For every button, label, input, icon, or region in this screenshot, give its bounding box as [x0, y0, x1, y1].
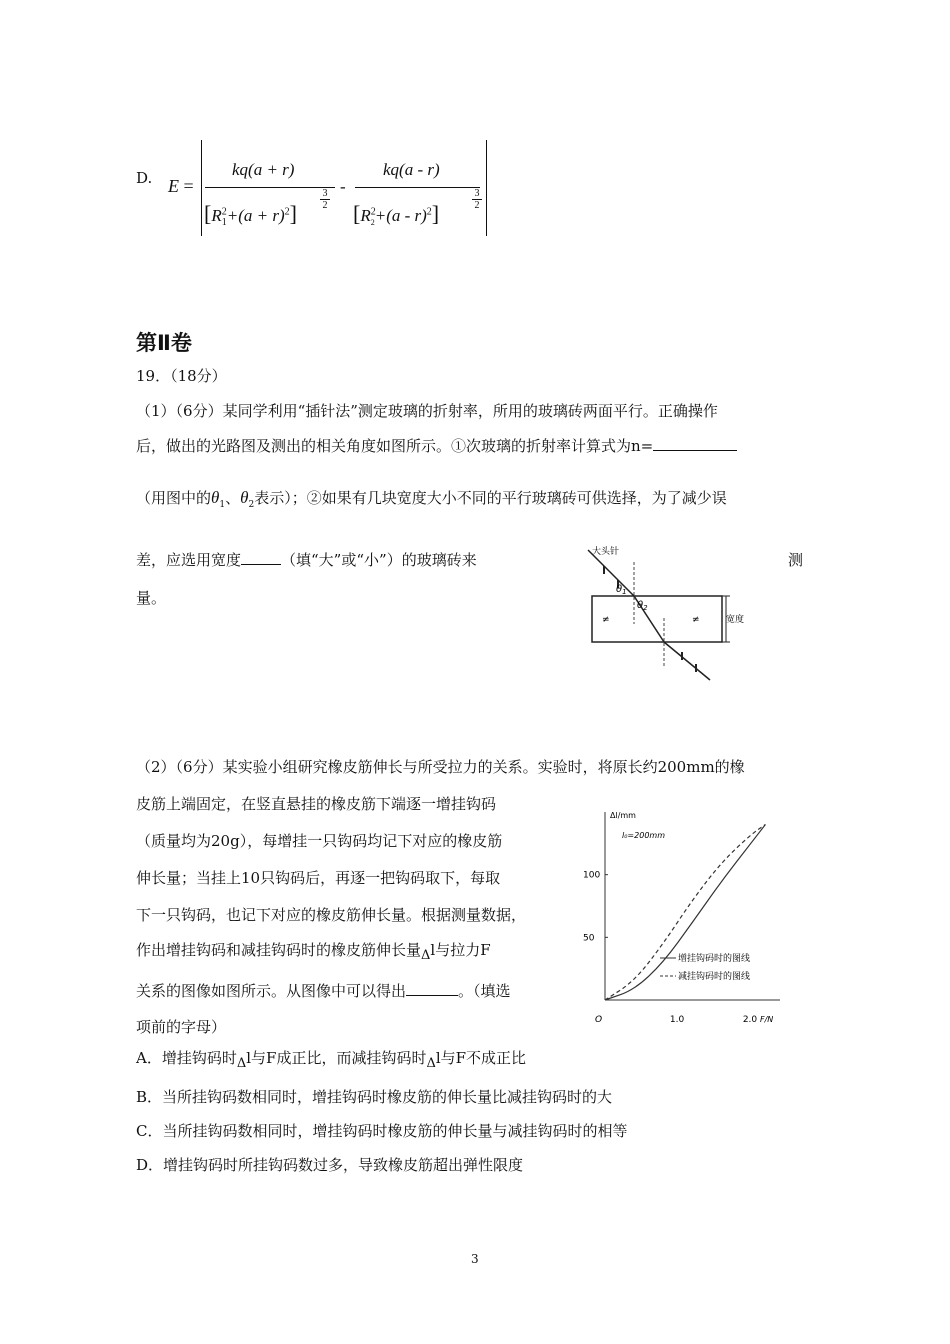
q19-p2-line2: 皮筋上端固定，在竖直悬挂的橡皮筋下端逐一增挂钩码 — [136, 795, 497, 813]
den2-sq: 2 — [426, 206, 432, 218]
option-a — [136, 1048, 526, 1074]
theta-2-sub: 2 — [248, 500, 255, 510]
theta2-label: $\theta_2$ — [637, 600, 648, 612]
legend-solid-label: 增挂钩码时的图线 — [678, 954, 751, 964]
chart-marks — [583, 825, 765, 1025]
q19-p2-line7-b: 。（填选 — [458, 982, 511, 1000]
theta1-label: $\theta_1$ — [616, 584, 627, 596]
q19-p1-line5: 量。 — [136, 589, 167, 607]
fraction-1-denominator: $[R^2_1+(a + r)^2]$ — [204, 201, 297, 229]
stretch-force-chart — [580, 800, 795, 1030]
q19-p1-line4-a: 差，应选用宽度 — [136, 551, 242, 569]
num1-paren: (a + r) — [248, 160, 295, 179]
q19-p2-line6-a: 作出增挂钩码和减挂钩码时的橡皮筋伸长量 — [136, 941, 422, 959]
fraction-1-numerator — [232, 160, 294, 180]
page-number: 3 — [471, 1252, 479, 1266]
x-tick-label: 1.0 — [669, 1015, 685, 1025]
exponent-1 — [320, 188, 330, 211]
q19-p1-line2-text: 后，做出的光路图及测出的相关角度如图所示。①次玻璃的折射率计算式为n= — [136, 437, 654, 455]
den1-r: R — [211, 206, 222, 225]
x-axis-label: F/N — [760, 1015, 774, 1024]
formula-e-symbol: E — [168, 176, 179, 196]
q19-p1-line3 — [136, 488, 727, 515]
den1-rest: +(a + r) — [226, 206, 285, 225]
exp2-den: 2 — [472, 199, 482, 211]
theta-1-sub: 1 — [219, 500, 226, 510]
option-c: C．当所挂钩码数相同时，增挂钩码时橡皮筋的伸长量与减挂钩码时的相等 — [136, 1122, 628, 1140]
fraction-2-denominator: $[R^2_2+(a - r)^2]$ — [353, 201, 440, 228]
refraction-figure — [580, 540, 745, 680]
chart-annotation: l₀=200mm — [622, 831, 665, 840]
den1-sup: 2 — [221, 206, 227, 218]
glass-mark-right: ≠ — [692, 615, 700, 625]
glass-mark-left: ≠ — [602, 615, 610, 625]
exp1-den: 2 — [320, 199, 330, 211]
section-title: 第Ⅱ卷 — [136, 331, 192, 355]
width-label: 宽度 — [726, 615, 745, 625]
den1-sq: 2 — [284, 206, 290, 218]
q19-p1-line3-a: （用图中的 — [136, 489, 212, 507]
option-b: B．当所挂钩码数相同时，增挂钩码时橡皮筋的伸长量比减挂钩码时的大 — [136, 1088, 613, 1106]
option-d-label: D. — [136, 169, 153, 187]
q19-p2-line7-a: 关系的图像如图所示。从图像中可以得出 — [136, 982, 407, 1000]
theta-1: θ — [211, 488, 220, 507]
option-a-delta-2: Δ — [426, 1056, 436, 1071]
answer-blank-width[interactable] — [241, 550, 281, 565]
fraction-2-numerator — [383, 160, 440, 180]
abs-bar-left — [201, 140, 202, 236]
glass-block — [592, 596, 722, 642]
q19-p2-line6 — [136, 940, 491, 966]
exponent-2 — [472, 188, 482, 211]
y-tick-label: 100 — [583, 870, 601, 881]
num1-kq: kq — [232, 160, 249, 179]
den2-sub: 2 — [370, 218, 375, 228]
exp1-num: 3 — [322, 188, 328, 199]
option-a-delta-1: Δ — [236, 1056, 247, 1071]
emergent-ray — [664, 642, 710, 680]
den2-r: R — [360, 206, 371, 225]
q19-p2-line5: 下一只钩码，也记下对应的橡皮筋伸长量。根据测量数据， — [136, 906, 527, 924]
q19-p1-line4-b: （填“大”或“小”）的玻璃砖来 — [281, 551, 477, 569]
x-tick-label: O — [595, 1015, 603, 1025]
q19-p1-line4-end: 测 — [788, 551, 804, 569]
q19-p1-line4 — [136, 550, 477, 570]
option-d-text: D．增挂钩码时所挂钩码数过多，导致橡皮筋超出弹性限度 — [136, 1156, 524, 1174]
q19-p2-line4: 伸长量；当挂上10只钩码后，再逐一把钩码取下，每取 — [136, 869, 501, 887]
theta-2: θ — [240, 488, 249, 507]
q19-p2-line3: （质量均为20g），每增挂一只钩码均记下对应的橡皮筋 — [136, 832, 503, 850]
q19-p2-line6-b: l与拉力F — [430, 941, 491, 959]
den2-rest: +(a - r) — [374, 206, 427, 225]
answer-blank-n[interactable] — [653, 436, 737, 451]
formula-e — [168, 176, 194, 197]
den2-sup: 2 — [370, 206, 376, 218]
answer-blank-choice[interactable] — [406, 981, 458, 996]
x-tick-label: 2.0 — [742, 1015, 758, 1025]
abs-bar-right — [486, 140, 487, 236]
q19-p2-line7 — [136, 981, 511, 1001]
fraction-2-bar — [355, 187, 480, 188]
q19-p1-line3-b: 表示）；②如果有几块宽度大小不同的平行玻璃砖可供选择，为了减少误 — [254, 489, 727, 507]
q19-p1-line1: （1）（6分）某同学利用“插针法”测定玻璃的折射率，所用的玻璃砖两面平行。正确操作 — [136, 402, 718, 420]
pin-label: 大头针 — [592, 547, 620, 557]
q19-p2-line8: 项前的字母） — [136, 1018, 227, 1036]
legend-dashed-label: 减挂钩码时的图线 — [678, 972, 751, 982]
option-a-part1: A．增挂钩码时 — [136, 1049, 237, 1067]
den1-sub: 1 — [221, 217, 227, 229]
exp2-num: 3 — [474, 188, 480, 199]
option-a-part2: l与F成正比，而减挂钩码时 — [246, 1049, 427, 1067]
q19-header: 19．（18分） — [136, 367, 227, 385]
q19-p2-line1: （2）（6分）某实验小组研究橡皮筋伸长与所受拉力的关系。实验时，将原长约200mm的橡 — [136, 758, 745, 776]
fraction-1-bar — [205, 187, 335, 188]
formula-equals: = — [183, 176, 194, 196]
num2-paren: (a - r) — [399, 160, 440, 179]
q19-p1-line2 — [136, 436, 737, 456]
y-tick-label: 50 — [583, 933, 595, 944]
theta-sep: 、 — [225, 489, 241, 507]
num2-kq: kq — [383, 160, 400, 179]
chart-legend — [660, 952, 750, 982]
formula-minus: - — [340, 177, 346, 196]
y-axis-label: Δl/mm — [610, 811, 636, 820]
option-a-part3: l与F不成正比 — [435, 1049, 527, 1067]
delta-symbol: Δ — [421, 948, 431, 963]
